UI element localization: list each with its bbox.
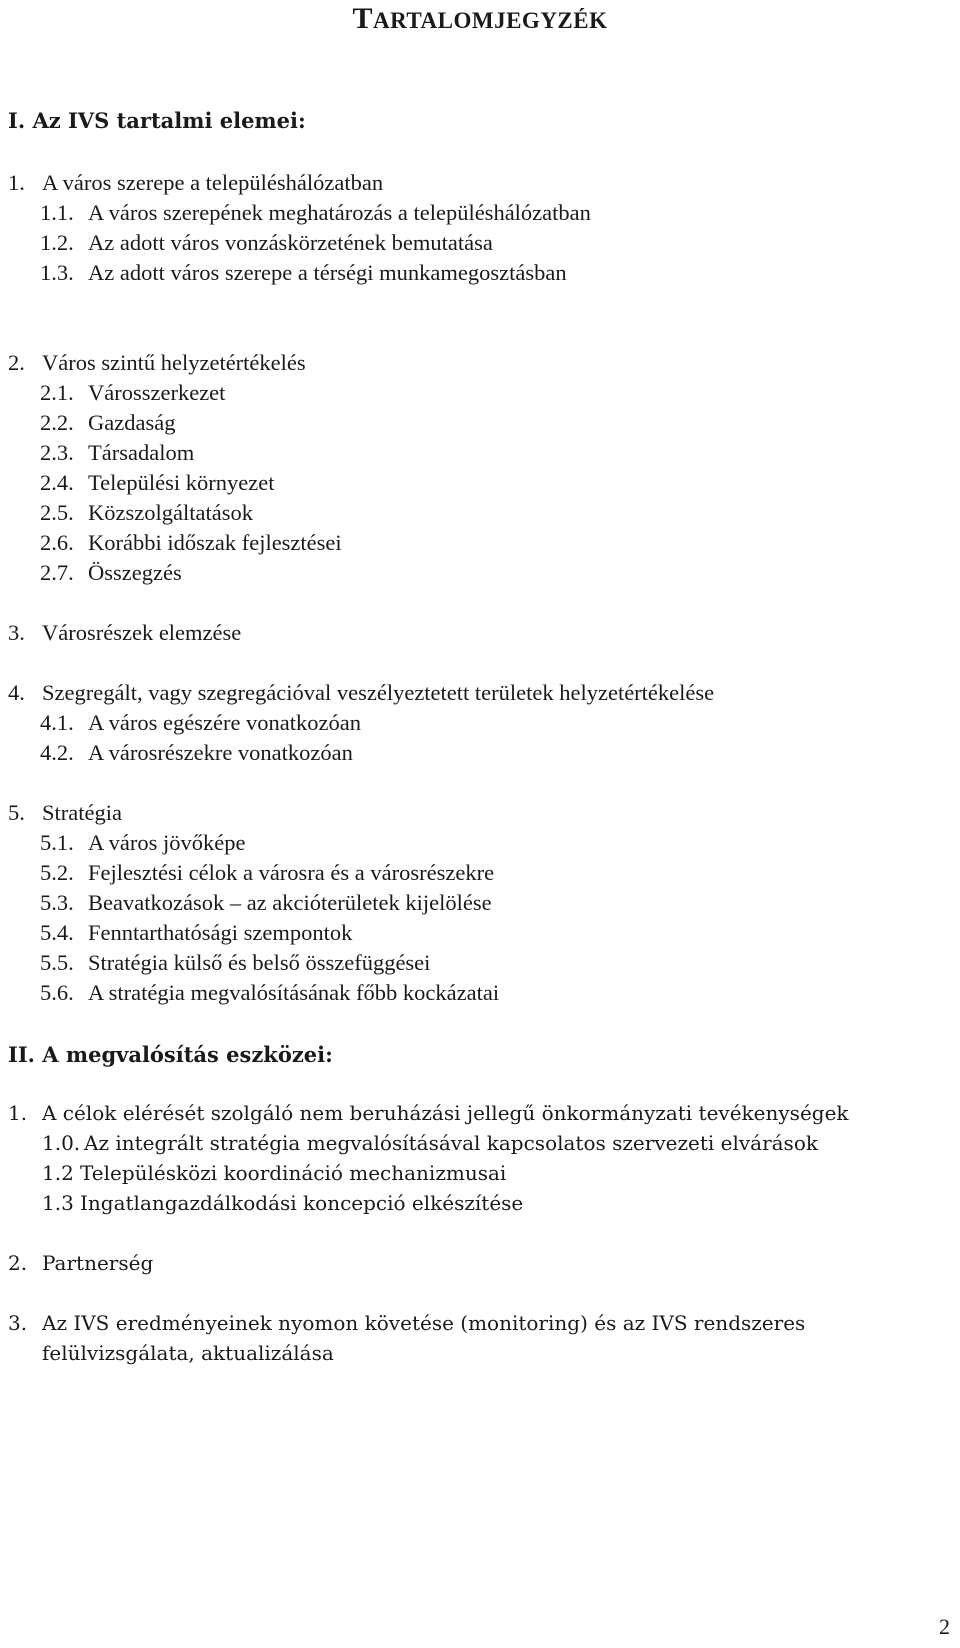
page-number: 2: [939, 1614, 950, 1639]
toc-entry: [8, 678, 714, 708]
toc-text: Gazdaság: [88, 410, 176, 435]
toc-number: 1.2: [42, 1161, 74, 1185]
toc-number: 2.6.: [40, 530, 74, 555]
toc-text: felülvizsgálata, aktualizálása: [42, 1341, 334, 1365]
toc-text: Partnerség: [42, 1251, 154, 1275]
toc-text: Összegzés: [88, 560, 182, 585]
toc-number: 3.: [8, 620, 25, 645]
toc-number: 5.6.: [40, 980, 74, 1005]
toc-text: Városrészek elemzése: [42, 620, 242, 645]
toc-number: 2.7.: [40, 560, 74, 585]
toc-number: 1.3: [42, 1191, 74, 1215]
toc-entry: [8, 168, 383, 198]
toc-text: Társadalom: [88, 440, 195, 465]
toc-number: 4.2.: [40, 740, 74, 765]
toc-entry: [40, 948, 430, 978]
toc-entry: [40, 528, 342, 558]
toc-number: 2.: [8, 1251, 28, 1275]
toc-entry: [40, 258, 567, 288]
toc-text: A város szerepe a településhálózatban: [42, 170, 384, 195]
toc-text: Az adott város szerepe a térségi munkamegosztásban: [88, 260, 567, 285]
toc-entry: [8, 1308, 805, 1338]
toc-number: 2.1.: [40, 380, 74, 405]
toc-number: 3.: [8, 1311, 28, 1335]
toc-text: Ingatlangazdálkodási koncepció elkészítése: [80, 1191, 524, 1215]
toc-entry: [40, 498, 253, 528]
title-rest: ARTALOMJEGYZÉK: [373, 8, 608, 33]
toc-text: Településközi koordináció mechanizmusai: [80, 1161, 507, 1185]
toc-text: Beavatkozások – az akcióterületek kijelölése: [88, 890, 492, 915]
toc-entry: [8, 1098, 849, 1128]
toc-entry: [40, 828, 245, 858]
toc-number: 2.3.: [40, 440, 74, 465]
toc-text: Városszerkezet: [88, 380, 226, 405]
toc-text: A városrészekre vonatkozóan: [88, 740, 353, 765]
toc-text: Az IVS eredményeinek nyomon követése (monitoring) és az IVS rendszeres: [42, 1311, 806, 1335]
toc-text: A város szerepének meghatározás a településhálózatban: [88, 200, 591, 225]
toc-entry: [40, 228, 493, 258]
toc-number: 1.1.: [40, 200, 74, 225]
toc-text: Az adott város vonzáskörzetének bemutatása: [88, 230, 493, 255]
toc-entry: [40, 738, 353, 768]
toc-entry: [8, 798, 122, 828]
toc-entry: [40, 438, 194, 468]
toc-number: 1.0.: [42, 1131, 81, 1155]
toc-number: 5.: [8, 800, 25, 825]
toc-entry: [40, 708, 361, 738]
toc-text: Közszolgáltatások: [88, 500, 253, 525]
toc-entry: [40, 378, 225, 408]
toc-entry: [40, 558, 182, 588]
toc-number: 2.: [8, 350, 25, 375]
toc-entry: [8, 1248, 153, 1278]
toc-number: 5.1.: [40, 830, 74, 855]
toc-number: 2.5.: [40, 500, 74, 525]
toc-text: Az integrált stratégia megvalósításával kapcsolatos szervezeti elvárások: [84, 1131, 818, 1155]
toc-number: 4.1.: [40, 710, 74, 735]
toc-text: Települési környezet: [88, 470, 275, 495]
toc-entry: [40, 888, 492, 918]
toc-number: 1.: [8, 1101, 28, 1125]
toc-text: A város egészére vonatkozóan: [88, 710, 362, 735]
toc-text: A város jövőképe: [88, 830, 246, 855]
toc-number: 4.: [8, 680, 25, 705]
toc-number: 1.: [8, 170, 25, 195]
toc-entry: [42, 1128, 818, 1158]
toc-entry: [8, 618, 241, 648]
toc-entry: [8, 348, 306, 378]
toc-entry: [40, 408, 175, 438]
toc-entry: [40, 858, 494, 888]
toc-entry: [42, 1188, 523, 1218]
toc-text: Stratégia külső és belső összefüggései: [88, 950, 431, 975]
title-initial: T: [352, 2, 373, 35]
toc-text: Szegregált, vagy szegregációval veszélyeztetett területek helyzetértékelése: [42, 680, 715, 705]
toc-entry: [40, 918, 352, 948]
toc-number: 5.3.: [40, 890, 74, 915]
toc-text: Város szintű helyzetértékelés: [42, 350, 306, 375]
part1-heading: I. Az IVS tartalmi elemei:: [8, 108, 306, 133]
toc-text: A stratégia megvalósításának főbb kockázatai: [88, 980, 500, 1005]
toc-entry: [40, 468, 274, 498]
toc-number: 2.2.: [40, 410, 74, 435]
toc-number: 5.5.: [40, 950, 74, 975]
toc-entry: [42, 1158, 506, 1188]
toc-entry: [40, 198, 591, 228]
toc-text: A célok elérését szolgáló nem beruházási jellegű önkormányzati tevékenységek: [42, 1101, 849, 1125]
page-title: [0, 2, 960, 36]
toc-text: Stratégia: [42, 800, 122, 825]
part2-heading: II. A megvalósítás eszközei:: [8, 1042, 333, 1067]
toc-number: 1.2.: [40, 230, 74, 255]
toc-text: Fenntarthatósági szempontok: [88, 920, 353, 945]
toc-number: 1.3.: [40, 260, 74, 285]
toc-text: Korábbi időszak fejlesztései: [88, 530, 342, 555]
toc-entry: [40, 978, 499, 1008]
toc-text: Fejlesztési célok a városra és a városrészekre: [88, 860, 495, 885]
toc-number: 2.4.: [40, 470, 74, 495]
toc-number: 5.2.: [40, 860, 74, 885]
toc-entry-continuation: [42, 1338, 334, 1368]
toc-number: 5.4.: [40, 920, 74, 945]
